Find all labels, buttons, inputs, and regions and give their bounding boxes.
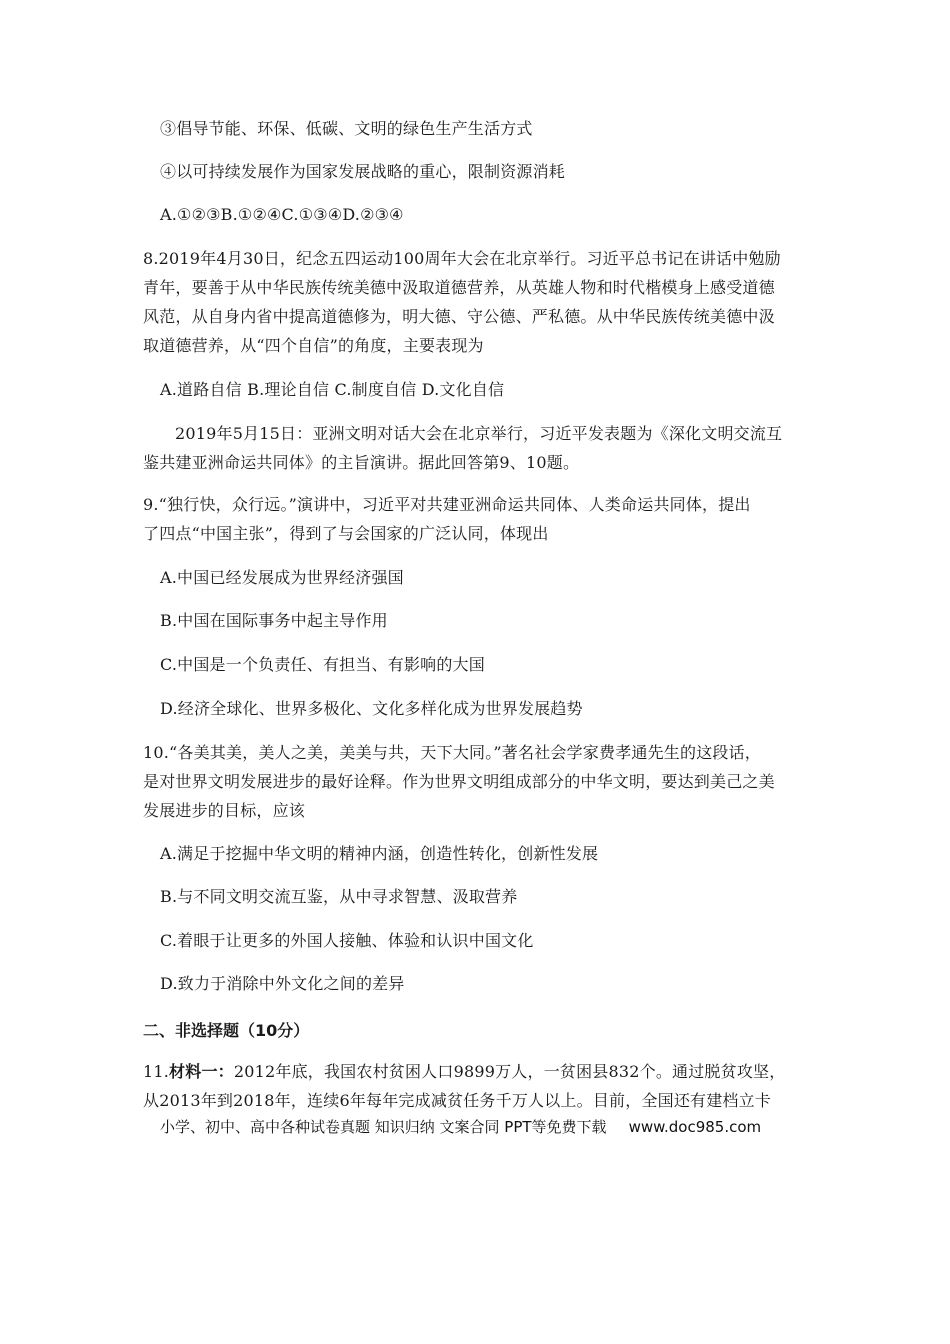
intro-line-2: 鉴共建亚洲命运共同体》的主旨演讲。据此回答第9、10题。 bbox=[143, 453, 580, 472]
q10-option-b: B.与不同文明交流互鉴，从中寻求智慧、汲取营养 bbox=[160, 887, 518, 906]
q9-stem-line-1: 9.“独行快，众行远。”演讲中，习近平对共建亚洲命运共同体、人类命运共同体，提出 bbox=[143, 495, 751, 514]
q7-option-4: ④以可持续发展作为国家发展战略的重心，限制资源消耗 bbox=[160, 162, 566, 181]
q10-stem-line-1: 10.“各美其美，美人之美，美美与共，天下大同。”著名社会学家费孝通先生的这段话， bbox=[143, 743, 762, 762]
footer-url[interactable]: www.doc985.com bbox=[628, 1118, 762, 1136]
footer-text: 小学、初中、高中各种试卷真题 知识归纳 文案合同 PPT等免费下载 bbox=[160, 1118, 607, 1136]
q11-number: 11. bbox=[143, 1062, 170, 1081]
q10-option-a: A.满足于挖掘中华文明的精神内涵，创造性转化，创新性发展 bbox=[160, 844, 599, 863]
q8-stem-line-3: 风范，从自身内省中提高道德修为，明大德、守公德、严私德。从中华民族传统美德中汲 bbox=[143, 307, 775, 326]
q11-material-label: 材料一： bbox=[169, 1062, 234, 1081]
q9-option-b: B.中国在国际事务中起主导作用 bbox=[160, 611, 388, 630]
q11-line-1 bbox=[143, 1062, 785, 1082]
intro-line-1: 2019年5月15日：亚洲文明对话大会在北京举行，习近平发表题为《深化文明交流互 bbox=[175, 424, 783, 443]
q9-stem-line-2: 了四点“中国主张”，得到了与会国家的广泛认同，体现出 bbox=[143, 524, 549, 543]
q8-choices: A.道路自信 B.理论自信 C.制度自信 D.文化自信 bbox=[160, 380, 505, 399]
q9-option-d: D.经济全球化、世界多极化、文化多样化成为世界发展趋势 bbox=[160, 699, 583, 718]
q9-option-c: C.中国是一个负责任、有担当、有影响的大国 bbox=[160, 655, 485, 674]
q8-stem-line-1: 8.2019年4月30日，纪念五四运动100周年大会在北京举行。习近平总书记在讲话中勉励 bbox=[143, 249, 781, 268]
q11-line-2: 从2013年到2018年，连续6年每年完成减贫任务千万人以上。目前，全国还有建档立卡 bbox=[143, 1091, 772, 1110]
q8-stem-line-2: 青年，要善于从中华民族传统美德中汲取道德营养，从英雄人物和时代楷模身上感受道德 bbox=[143, 278, 775, 297]
q10-option-c: C.着眼于让更多的外国人接触、体验和认识中国文化 bbox=[160, 931, 534, 950]
page-footer bbox=[160, 1116, 761, 1137]
q7-choices: A.①②③B.①②④C.①③④D.②③④ bbox=[160, 205, 404, 224]
q9-option-a: A.中国已经发展成为世界经济强国 bbox=[160, 568, 404, 587]
q7-option-3: ③倡导节能、环保、低碳、文明的绿色生产生活方式 bbox=[160, 119, 533, 138]
q8-stem-line-4: 取道德营养，从“四个自信”的角度，主要表现为 bbox=[143, 336, 484, 355]
q10-stem-line-3: 发展进步的目标，应该 bbox=[143, 801, 306, 820]
section-heading: 二、非选择题（10分） bbox=[143, 1021, 310, 1040]
q10-option-d: D.致力于消除中外文化之间的差异 bbox=[160, 974, 405, 993]
q10-stem-line-2: 是对世界文明发展进步的最好诠释。作为世界文明组成部分的中华文明，要达到美己之美 bbox=[143, 772, 775, 791]
q11-line-1-text: 2012年底，我国农村贫困人口9899万人，一贫困县832个。通过脱贫攻坚， bbox=[233, 1062, 786, 1081]
